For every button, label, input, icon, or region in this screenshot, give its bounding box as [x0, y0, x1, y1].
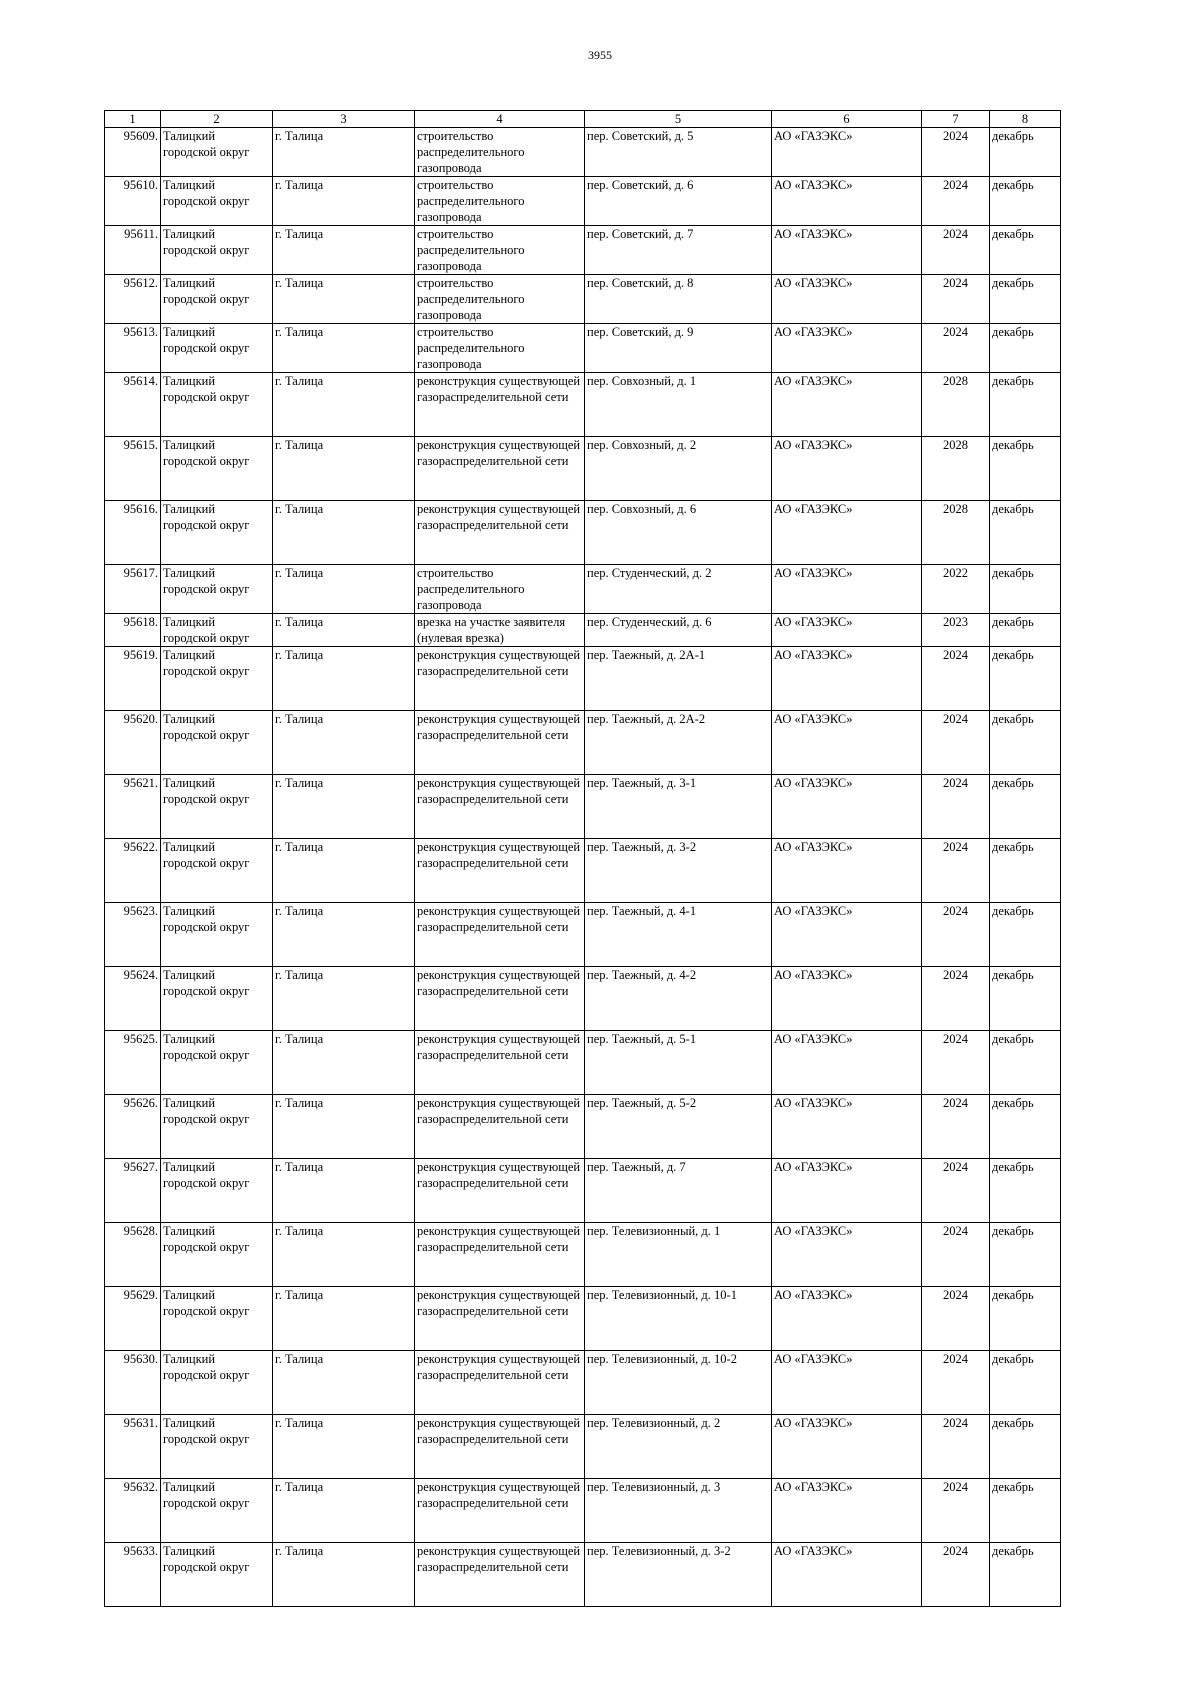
year-cell: 2024 [922, 903, 990, 967]
row-number: 95618. [105, 614, 161, 647]
organization-cell: АО «ГАЗЭКС» [772, 1351, 922, 1415]
district-cell: Талицкий городской округ [161, 373, 273, 437]
year-cell: 2024 [922, 967, 990, 1031]
work-type-cell: реконструкция существующей газораспределительной сети [415, 437, 585, 501]
work-type-cell: реконструкция существующей газораспределительной сети [415, 1287, 585, 1351]
year-cell: 2024 [922, 128, 990, 177]
table-row [105, 1159, 1061, 1223]
row-number: 95621. [105, 775, 161, 839]
month-cell: декабрь [990, 565, 1061, 614]
address-cell: пер. Таежный, д. 2А-2 [585, 711, 772, 775]
year-cell: 2024 [922, 711, 990, 775]
row-number: 95632. [105, 1479, 161, 1543]
year-cell: 2024 [922, 775, 990, 839]
row-number: 95619. [105, 647, 161, 711]
work-type-cell: строительство распределительного газопровода [415, 177, 585, 226]
month-cell: декабрь [990, 1031, 1061, 1095]
address-cell: пер. Студенческий, д. 2 [585, 565, 772, 614]
table-row [105, 967, 1061, 1031]
page-number: 3955 [588, 48, 612, 62]
district-cell: Талицкий городской округ [161, 226, 273, 275]
organization-cell: АО «ГАЗЭКС» [772, 1095, 922, 1159]
locality-cell: г. Талица [273, 324, 415, 373]
district-cell: Талицкий городской округ [161, 614, 273, 647]
table-row [105, 647, 1061, 711]
year-cell: 2024 [922, 839, 990, 903]
organization-cell: АО «ГАЗЭКС» [772, 437, 922, 501]
work-type-cell: строительство распределительного газопровода [415, 275, 585, 324]
table-row [105, 565, 1061, 614]
table-row [105, 1479, 1061, 1543]
month-cell: декабрь [990, 1223, 1061, 1287]
month-cell: декабрь [990, 324, 1061, 373]
column-header: 7 [922, 111, 990, 128]
organization-cell: АО «ГАЗЭКС» [772, 614, 922, 647]
locality-cell: г. Талица [273, 647, 415, 711]
row-number: 95614. [105, 373, 161, 437]
address-cell: пер. Телевизионный, д. 3-2 [585, 1543, 772, 1607]
locality-cell: г. Талица [273, 1223, 415, 1287]
organization-cell: АО «ГАЗЭКС» [772, 1159, 922, 1223]
locality-cell: г. Талица [273, 226, 415, 275]
table-row [105, 501, 1061, 565]
row-number: 95623. [105, 903, 161, 967]
district-cell: Талицкий городской округ [161, 177, 273, 226]
district-cell: Талицкий городской округ [161, 1031, 273, 1095]
row-number: 95609. [105, 128, 161, 177]
month-cell: декабрь [990, 967, 1061, 1031]
year-cell: 2023 [922, 614, 990, 647]
year-cell: 2024 [922, 1415, 990, 1479]
month-cell: декабрь [990, 711, 1061, 775]
year-cell: 2024 [922, 1159, 990, 1223]
locality-cell: г. Талица [273, 1031, 415, 1095]
work-type-cell: реконструкция существующей газораспределительной сети [415, 967, 585, 1031]
locality-cell: г. Талица [273, 1479, 415, 1543]
work-type-cell: реконструкция существующей газораспределительной сети [415, 373, 585, 437]
organization-cell: АО «ГАЗЭКС» [772, 839, 922, 903]
organization-cell: АО «ГАЗЭКС» [772, 128, 922, 177]
address-cell: пер. Таежный, д. 2А-1 [585, 647, 772, 711]
organization-cell: АО «ГАЗЭКС» [772, 647, 922, 711]
year-cell: 2024 [922, 226, 990, 275]
work-type-cell: реконструкция существующей газораспределительной сети [415, 1543, 585, 1607]
column-header: 6 [772, 111, 922, 128]
work-type-cell: реконструкция существующей газораспределительной сети [415, 839, 585, 903]
row-number: 95617. [105, 565, 161, 614]
district-cell: Талицкий городской округ [161, 839, 273, 903]
column-header: 5 [585, 111, 772, 128]
organization-cell: АО «ГАЗЭКС» [772, 711, 922, 775]
work-type-cell: реконструкция существующей газораспределительной сети [415, 711, 585, 775]
district-cell: Талицкий городской округ [161, 275, 273, 324]
month-cell: декабрь [990, 839, 1061, 903]
row-number: 95627. [105, 1159, 161, 1223]
locality-cell: г. Талица [273, 437, 415, 501]
address-cell: пер. Советский, д. 7 [585, 226, 772, 275]
locality-cell: г. Талица [273, 1351, 415, 1415]
district-cell: Талицкий городской округ [161, 1351, 273, 1415]
month-cell: декабрь [990, 903, 1061, 967]
row-number: 95624. [105, 967, 161, 1031]
organization-cell: АО «ГАЗЭКС» [772, 967, 922, 1031]
address-cell: пер. Советский, д. 8 [585, 275, 772, 324]
district-cell: Талицкий городской округ [161, 967, 273, 1031]
table-row [105, 1543, 1061, 1607]
work-type-cell: строительство распределительного газопровода [415, 128, 585, 177]
year-cell: 2028 [922, 501, 990, 565]
district-cell: Талицкий городской округ [161, 128, 273, 177]
table-row [105, 324, 1061, 373]
table-row [105, 226, 1061, 275]
address-cell: пер. Таежный, д. 5-1 [585, 1031, 772, 1095]
organization-cell: АО «ГАЗЭКС» [772, 1543, 922, 1607]
address-cell: пер. Совхозный, д. 2 [585, 437, 772, 501]
row-number: 95631. [105, 1415, 161, 1479]
locality-cell: г. Талица [273, 711, 415, 775]
locality-cell: г. Талица [273, 614, 415, 647]
locality-cell: г. Талица [273, 128, 415, 177]
work-type-cell: строительство распределительного газопровода [415, 226, 585, 275]
table-row [105, 1031, 1061, 1095]
organization-cell: АО «ГАЗЭКС» [772, 565, 922, 614]
work-type-cell: реконструкция существующей газораспределительной сети [415, 1223, 585, 1287]
address-cell: пер. Совхозный, д. 6 [585, 501, 772, 565]
organization-cell: АО «ГАЗЭКС» [772, 373, 922, 437]
organization-cell: АО «ГАЗЭКС» [772, 903, 922, 967]
work-type-cell: реконструкция существующей газораспределительной сети [415, 501, 585, 565]
district-cell: Талицкий городской округ [161, 775, 273, 839]
row-number: 95620. [105, 711, 161, 775]
row-number: 95622. [105, 839, 161, 903]
table-row [105, 1415, 1061, 1479]
district-cell: Талицкий городской округ [161, 903, 273, 967]
work-type-cell: врезка на участке заявителя (нулевая врезка) [415, 614, 585, 647]
address-cell: пер. Советский, д. 5 [585, 128, 772, 177]
work-type-cell: реконструкция существующей газораспределительной сети [415, 1159, 585, 1223]
header-row [105, 111, 1061, 128]
work-type-cell: реконструкция существующей газораспределительной сети [415, 903, 585, 967]
year-cell: 2024 [922, 1095, 990, 1159]
address-cell: пер. Телевизионный, д. 2 [585, 1415, 772, 1479]
district-cell: Талицкий городской округ [161, 1095, 273, 1159]
locality-cell: г. Талица [273, 1159, 415, 1223]
table-row [105, 275, 1061, 324]
locality-cell: г. Талица [273, 177, 415, 226]
year-cell: 2024 [922, 1479, 990, 1543]
year-cell: 2024 [922, 324, 990, 373]
work-type-cell: реконструкция существующей газораспределительной сети [415, 1479, 585, 1543]
month-cell: декабрь [990, 501, 1061, 565]
address-cell: пер. Совхозный, д. 1 [585, 373, 772, 437]
year-cell: 2022 [922, 565, 990, 614]
table-row [105, 614, 1061, 647]
address-cell: пер. Телевизионный, д. 10-2 [585, 1351, 772, 1415]
district-cell: Талицкий городской округ [161, 437, 273, 501]
district-cell: Талицкий городской округ [161, 1543, 273, 1607]
month-cell: декабрь [990, 437, 1061, 501]
work-type-cell: строительство распределительного газопровода [415, 324, 585, 373]
row-number: 95628. [105, 1223, 161, 1287]
month-cell: декабрь [990, 1415, 1061, 1479]
locality-cell: г. Талица [273, 1095, 415, 1159]
district-cell: Талицкий городской округ [161, 501, 273, 565]
address-cell: пер. Таежный, д. 3-2 [585, 839, 772, 903]
row-number: 95612. [105, 275, 161, 324]
column-header: 1 [105, 111, 161, 128]
work-type-cell: реконструкция существующей газораспределительной сети [415, 1415, 585, 1479]
address-cell: пер. Студенческий, д. 6 [585, 614, 772, 647]
month-cell: декабрь [990, 614, 1061, 647]
organization-cell: АО «ГАЗЭКС» [772, 1415, 922, 1479]
locality-cell: г. Талица [273, 903, 415, 967]
month-cell: декабрь [990, 647, 1061, 711]
district-cell: Талицкий городской округ [161, 565, 273, 614]
year-cell: 2028 [922, 373, 990, 437]
organization-cell: АО «ГАЗЭКС» [772, 1287, 922, 1351]
data-table [104, 110, 1061, 1607]
address-cell: пер. Таежный, д. 5-2 [585, 1095, 772, 1159]
work-type-cell: реконструкция существующей газораспределительной сети [415, 1095, 585, 1159]
year-cell: 2028 [922, 437, 990, 501]
column-header: 3 [273, 111, 415, 128]
table-row [105, 177, 1061, 226]
row-number: 95626. [105, 1095, 161, 1159]
table-row [105, 1351, 1061, 1415]
row-number: 95611. [105, 226, 161, 275]
district-cell: Талицкий городской округ [161, 647, 273, 711]
year-cell: 2024 [922, 1543, 990, 1607]
table-row [105, 437, 1061, 501]
organization-cell: АО «ГАЗЭКС» [772, 775, 922, 839]
column-header: 2 [161, 111, 273, 128]
table-row [105, 711, 1061, 775]
organization-cell: АО «ГАЗЭКС» [772, 501, 922, 565]
month-cell: декабрь [990, 1095, 1061, 1159]
year-cell: 2024 [922, 1031, 990, 1095]
work-type-cell: строительство распределительного газопровода [415, 565, 585, 614]
district-cell: Талицкий городской округ [161, 1159, 273, 1223]
row-number: 95610. [105, 177, 161, 226]
organization-cell: АО «ГАЗЭКС» [772, 275, 922, 324]
work-type-cell: реконструкция существующей газораспределительной сети [415, 775, 585, 839]
address-cell: пер. Телевизионный, д. 3 [585, 1479, 772, 1543]
organization-cell: АО «ГАЗЭКС» [772, 1031, 922, 1095]
district-cell: Талицкий городской округ [161, 1287, 273, 1351]
organization-cell: АО «ГАЗЭКС» [772, 177, 922, 226]
row-number: 95625. [105, 1031, 161, 1095]
month-cell: декабрь [990, 1351, 1061, 1415]
locality-cell: г. Талица [273, 775, 415, 839]
address-cell: пер. Советский, д. 6 [585, 177, 772, 226]
month-cell: декабрь [990, 775, 1061, 839]
address-cell: пер. Таежный, д. 4-1 [585, 903, 772, 967]
month-cell: декабрь [990, 177, 1061, 226]
locality-cell: г. Талица [273, 1287, 415, 1351]
month-cell: декабрь [990, 373, 1061, 437]
locality-cell: г. Талица [273, 373, 415, 437]
table-row [105, 373, 1061, 437]
year-cell: 2024 [922, 275, 990, 324]
work-type-cell: реконструкция существующей газораспределительной сети [415, 647, 585, 711]
address-cell: пер. Советский, д. 9 [585, 324, 772, 373]
address-cell: пер. Таежный, д. 7 [585, 1159, 772, 1223]
locality-cell: г. Талица [273, 275, 415, 324]
address-cell: пер. Таежный, д. 3-1 [585, 775, 772, 839]
table-row [105, 1095, 1061, 1159]
address-cell: пер. Телевизионный, д. 10-1 [585, 1287, 772, 1351]
column-header: 4 [415, 111, 585, 128]
year-cell: 2024 [922, 177, 990, 226]
locality-cell: г. Талица [273, 839, 415, 903]
district-cell: Талицкий городской округ [161, 1415, 273, 1479]
row-number: 95629. [105, 1287, 161, 1351]
table-row [105, 1223, 1061, 1287]
address-cell: пер. Телевизионный, д. 1 [585, 1223, 772, 1287]
work-type-cell: реконструкция существующей газораспределительной сети [415, 1351, 585, 1415]
work-type-cell: реконструкция существующей газораспределительной сети [415, 1031, 585, 1095]
table-row [105, 1287, 1061, 1351]
month-cell: декабрь [990, 1159, 1061, 1223]
month-cell: декабрь [990, 1287, 1061, 1351]
year-cell: 2024 [922, 1351, 990, 1415]
address-cell: пер. Таежный, д. 4-2 [585, 967, 772, 1031]
row-number: 95633. [105, 1543, 161, 1607]
table-row [105, 839, 1061, 903]
district-cell: Талицкий городской округ [161, 711, 273, 775]
month-cell: декабрь [990, 275, 1061, 324]
column-header: 8 [990, 111, 1061, 128]
month-cell: декабрь [990, 226, 1061, 275]
table-row [105, 903, 1061, 967]
locality-cell: г. Талица [273, 565, 415, 614]
month-cell: декабрь [990, 128, 1061, 177]
district-cell: Талицкий городской округ [161, 1223, 273, 1287]
year-cell: 2024 [922, 1223, 990, 1287]
table-row [105, 775, 1061, 839]
locality-cell: г. Талица [273, 1415, 415, 1479]
organization-cell: АО «ГАЗЭКС» [772, 1223, 922, 1287]
organization-cell: АО «ГАЗЭКС» [772, 226, 922, 275]
row-number: 95616. [105, 501, 161, 565]
locality-cell: г. Талица [273, 501, 415, 565]
locality-cell: г. Талица [273, 1543, 415, 1607]
organization-cell: АО «ГАЗЭКС» [772, 324, 922, 373]
row-number: 95615. [105, 437, 161, 501]
row-number: 95630. [105, 1351, 161, 1415]
month-cell: декабрь [990, 1479, 1061, 1543]
month-cell: декабрь [990, 1543, 1061, 1607]
organization-cell: АО «ГАЗЭКС» [772, 1479, 922, 1543]
locality-cell: г. Талица [273, 967, 415, 1031]
table-row [105, 128, 1061, 177]
year-cell: 2024 [922, 1287, 990, 1351]
year-cell: 2024 [922, 647, 990, 711]
district-cell: Талицкий городской округ [161, 1479, 273, 1543]
district-cell: Талицкий городской округ [161, 324, 273, 373]
row-number: 95613. [105, 324, 161, 373]
